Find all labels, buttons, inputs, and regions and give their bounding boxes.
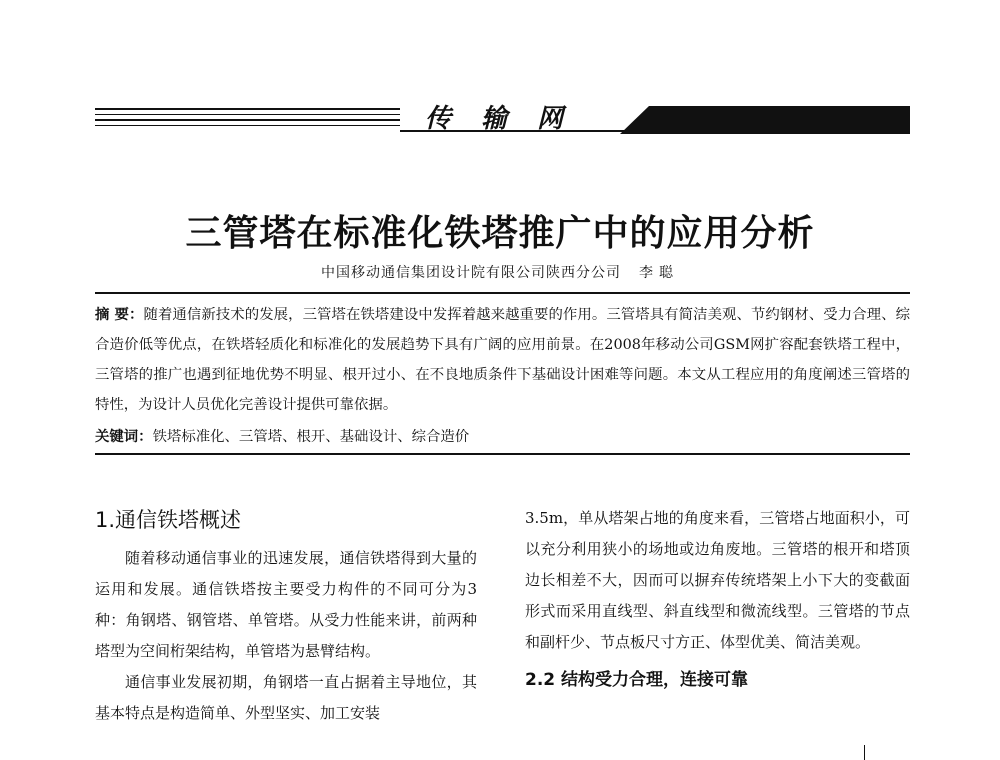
author-affiliation: 中国移动通信集团设计院有限公司陕西分公司 [321,265,621,281]
keywords-label: 关键词： [95,429,153,445]
abstract [95,300,910,420]
keywords [95,424,910,450]
paragraph: 通信事业发展初期，角钢塔一直占据着主导地位，其基本特点是构造简单、外型坚实、加工安装 [95,673,477,722]
paragraph: 3.5m，单从塔架占地的角度来看，三管塔占地面积小，可以充分利用狭小的场地或边角废地。三管塔的根开和塔顶边长相差不大，因而可以摒弃传统塔架上小下大的变截面形式而采用直线型、斜直线型和微流线型。三管塔的节点和副杆少、节点板尺寸方正、体型优美、简洁美观。 [525,509,910,651]
header-rule-lines [95,108,400,130]
paragraph: 随着移动通信事业的迅速发展，通信铁塔得到大量的运用和发展。通信铁塔按主要受力构件的不同可分为3种：角钢塔、钢管塔、单管塔。从受力性能来讲，前两种塔型为空间桁架结构，单管塔为悬臂结构。 [95,549,477,660]
left-column [95,505,477,729]
section-heading-1: 1.通信铁塔概述 [95,508,242,532]
journal-header [95,100,910,136]
margin-mark [864,745,865,760]
keywords-text: 铁塔标准化、三管塔、根开、基础设计、综合造价 [152,429,470,445]
article-title: 三管塔在标准化铁塔推广中的应用分析 [185,213,815,254]
abstract-bottom-rule [95,453,910,455]
author-line [0,262,1000,282]
abstract-top-rule [95,292,910,294]
right-column [525,503,910,700]
header-black-block [620,106,910,134]
section-name: 传输网 [425,104,594,134]
section-heading-2-2: 2.2 结构受力合理，连接可靠 [525,670,749,690]
abstract-label: 摘 要： [95,307,144,323]
abstract-text: 随着通信新技术的发展，三管塔在铁塔建设中发挥着越来越重要的作用。三管塔具有简洁美观、节约钢材、受力合理、综合造价低等优点，在铁塔轻质化和标准化的发展趋势下具有广阔的应用前景。在2008年移动公司GSM网扩容配套铁塔工程中，三管塔的推广也遇到征地优势不明显、根开过小、在不良地质条件下基础设计困难等问题。本文从工程应用的角度阐述三管塔的特性，为设计人员优化完善设计提供可靠依据。 [95,307,910,413]
author-name: 李聪 [639,265,679,281]
